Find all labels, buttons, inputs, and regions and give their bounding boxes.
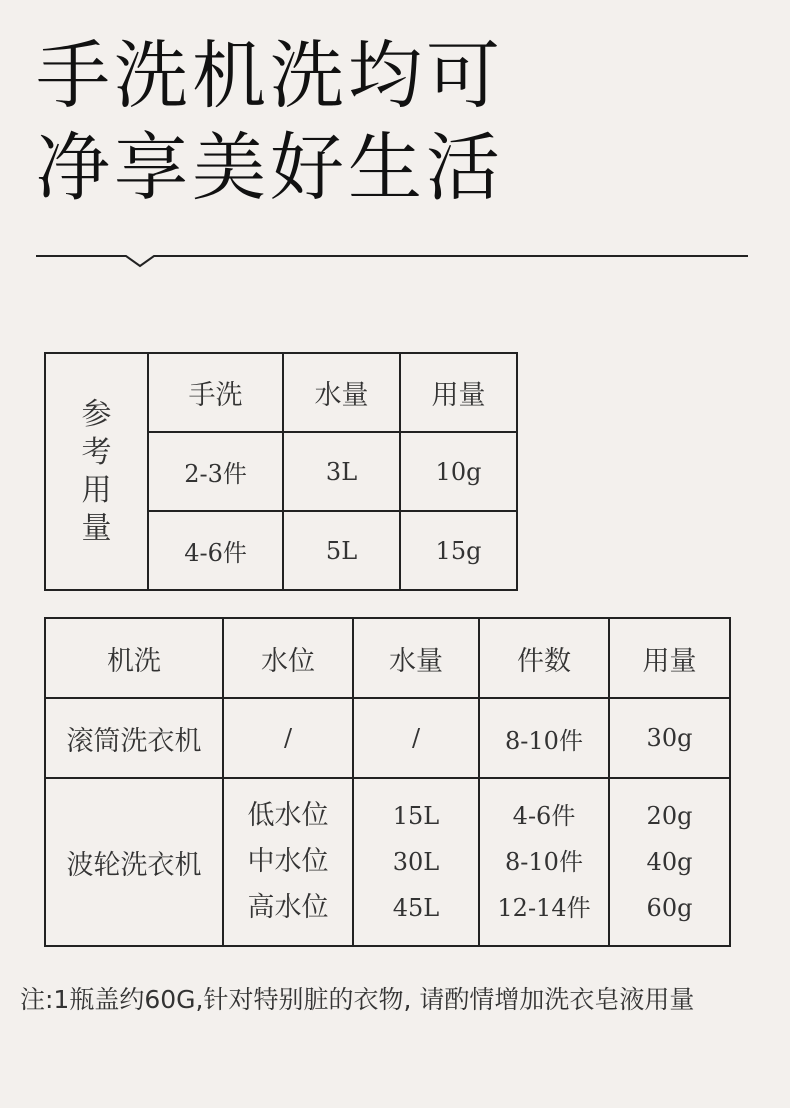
water-cell: 5L — [283, 511, 400, 590]
title-line-2: 净享美好生活 — [36, 125, 504, 211]
water-level-cell: 低水位 中水位 高水位 — [223, 778, 353, 946]
title-line-1: 手洗机洗均可 — [36, 33, 504, 119]
table-row — [45, 698, 730, 778]
header-cell: 水量 — [353, 618, 479, 698]
divider-line — [36, 246, 748, 270]
header-cell: 用量 — [609, 618, 730, 698]
header-cell: 件数 — [479, 618, 609, 698]
header-cell: 机洗 — [45, 618, 223, 698]
header-cell: 用量 — [400, 353, 517, 432]
hand-wash-table — [44, 352, 518, 591]
items-cell: 2-3件 — [148, 432, 283, 511]
page-title — [36, 30, 504, 214]
dose-cell: 10g — [400, 432, 517, 511]
water-level-cell: / — [223, 698, 353, 778]
dose-cell: 20g 40g 60g — [609, 778, 730, 946]
table-row — [45, 778, 730, 946]
footnote: 注:1瓶盖约60G,针对特别脏的衣物, 请酌情增加洗衣皂液用量 — [20, 985, 695, 1014]
machine-type-cell: 波轮洗衣机 — [45, 778, 223, 946]
table-row — [45, 353, 517, 432]
water-cell: 15L 30L 45L — [353, 778, 479, 946]
machine-type-cell: 滚筒洗衣机 — [45, 698, 223, 778]
items-cell: 8-10件 — [479, 698, 609, 778]
items-cell: 4-6件 8-10件 12-14件 — [479, 778, 609, 946]
water-cell: 3L — [283, 432, 400, 511]
dose-cell: 15g — [400, 511, 517, 590]
items-cell: 4-6件 — [148, 511, 283, 590]
machine-wash-table — [44, 617, 731, 947]
reference-dosage-label: 参 考 用 量 — [45, 353, 148, 590]
header-cell: 水位 — [223, 618, 353, 698]
header-cell: 水量 — [283, 353, 400, 432]
water-cell: / — [353, 698, 479, 778]
header-cell: 手洗 — [148, 353, 283, 432]
dose-cell: 30g — [609, 698, 730, 778]
table-row — [45, 618, 730, 698]
